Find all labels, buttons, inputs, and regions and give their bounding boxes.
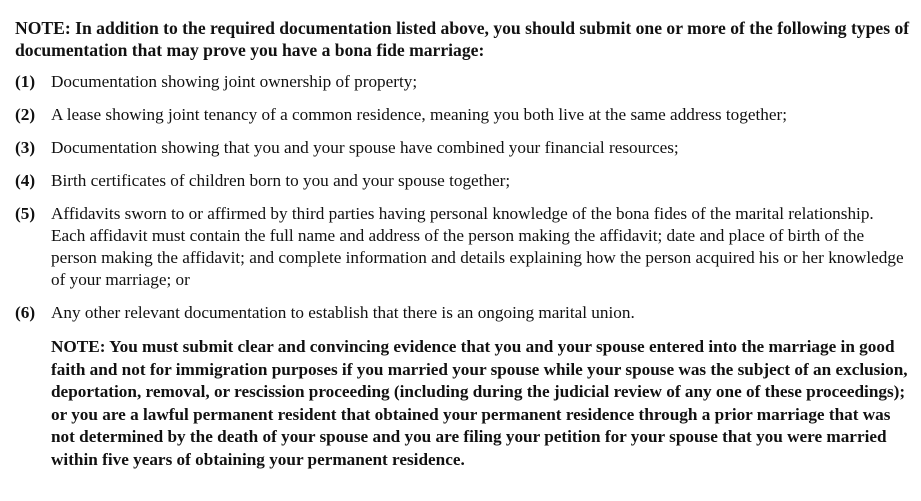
list-item <box>15 104 910 126</box>
list-item-number: (2) <box>15 105 36 124</box>
intro-note: NOTE: In addition to the required documentation listed above, you should submit one or more of the following types of documentation that may prove you have a bona fide marriage: <box>15 18 910 60</box>
closing-note: NOTE: You must submit clear and convincing evidence that you and your spouse entered into the marriage in good faith and not for immigration purposes if you married your spouse while your spouse was the subject of an exclusion, deportation, removal, or rescission proceeding (including during the judicial review of any one of these proceedings); or you are a lawful permanent resident that obtained your permanent residence through a prior marriage that was not determined by the death of your spouse and you are filing your petition for your spouse that you were married within five years of obtaining your permanent residence. <box>51 337 908 469</box>
list-item-text: A lease showing joint tenancy of a common residence, meaning you both live at the same address together; <box>51 105 787 124</box>
list-item-number: (1) <box>15 72 36 91</box>
list-item <box>15 170 910 192</box>
list-item-number: (4) <box>15 171 36 190</box>
list-item-number: (3) <box>15 138 36 157</box>
list-item <box>15 203 910 291</box>
list-item-text: Birth certificates of children born to you and your spouse together; <box>51 171 511 190</box>
list-item-number: (5) <box>15 204 36 223</box>
list-item-text: Documentation showing that you and your spouse have combined your financial resources; <box>51 138 679 157</box>
list-item-text: Documentation showing joint ownership of property; <box>51 72 418 91</box>
list-item-text: Any other relevant documentation to establish that there is an ongoing marital union. <box>51 303 635 322</box>
list-item-text: Affidavits sworn to or affirmed by third parties having personal knowledge of the bona fides of the marital relationship. Each affidavit must contain the full name and address of the person making the affidavit; date and place of birth of the person making the affidavit; and complete information and details explaining how the person acquired his or her knowledge of your marriage; or <box>51 204 904 289</box>
documentation-list <box>15 71 910 335</box>
list-item <box>15 137 910 159</box>
list-item-number: (6) <box>15 303 36 322</box>
list-item <box>15 71 910 93</box>
list-item <box>15 302 910 324</box>
